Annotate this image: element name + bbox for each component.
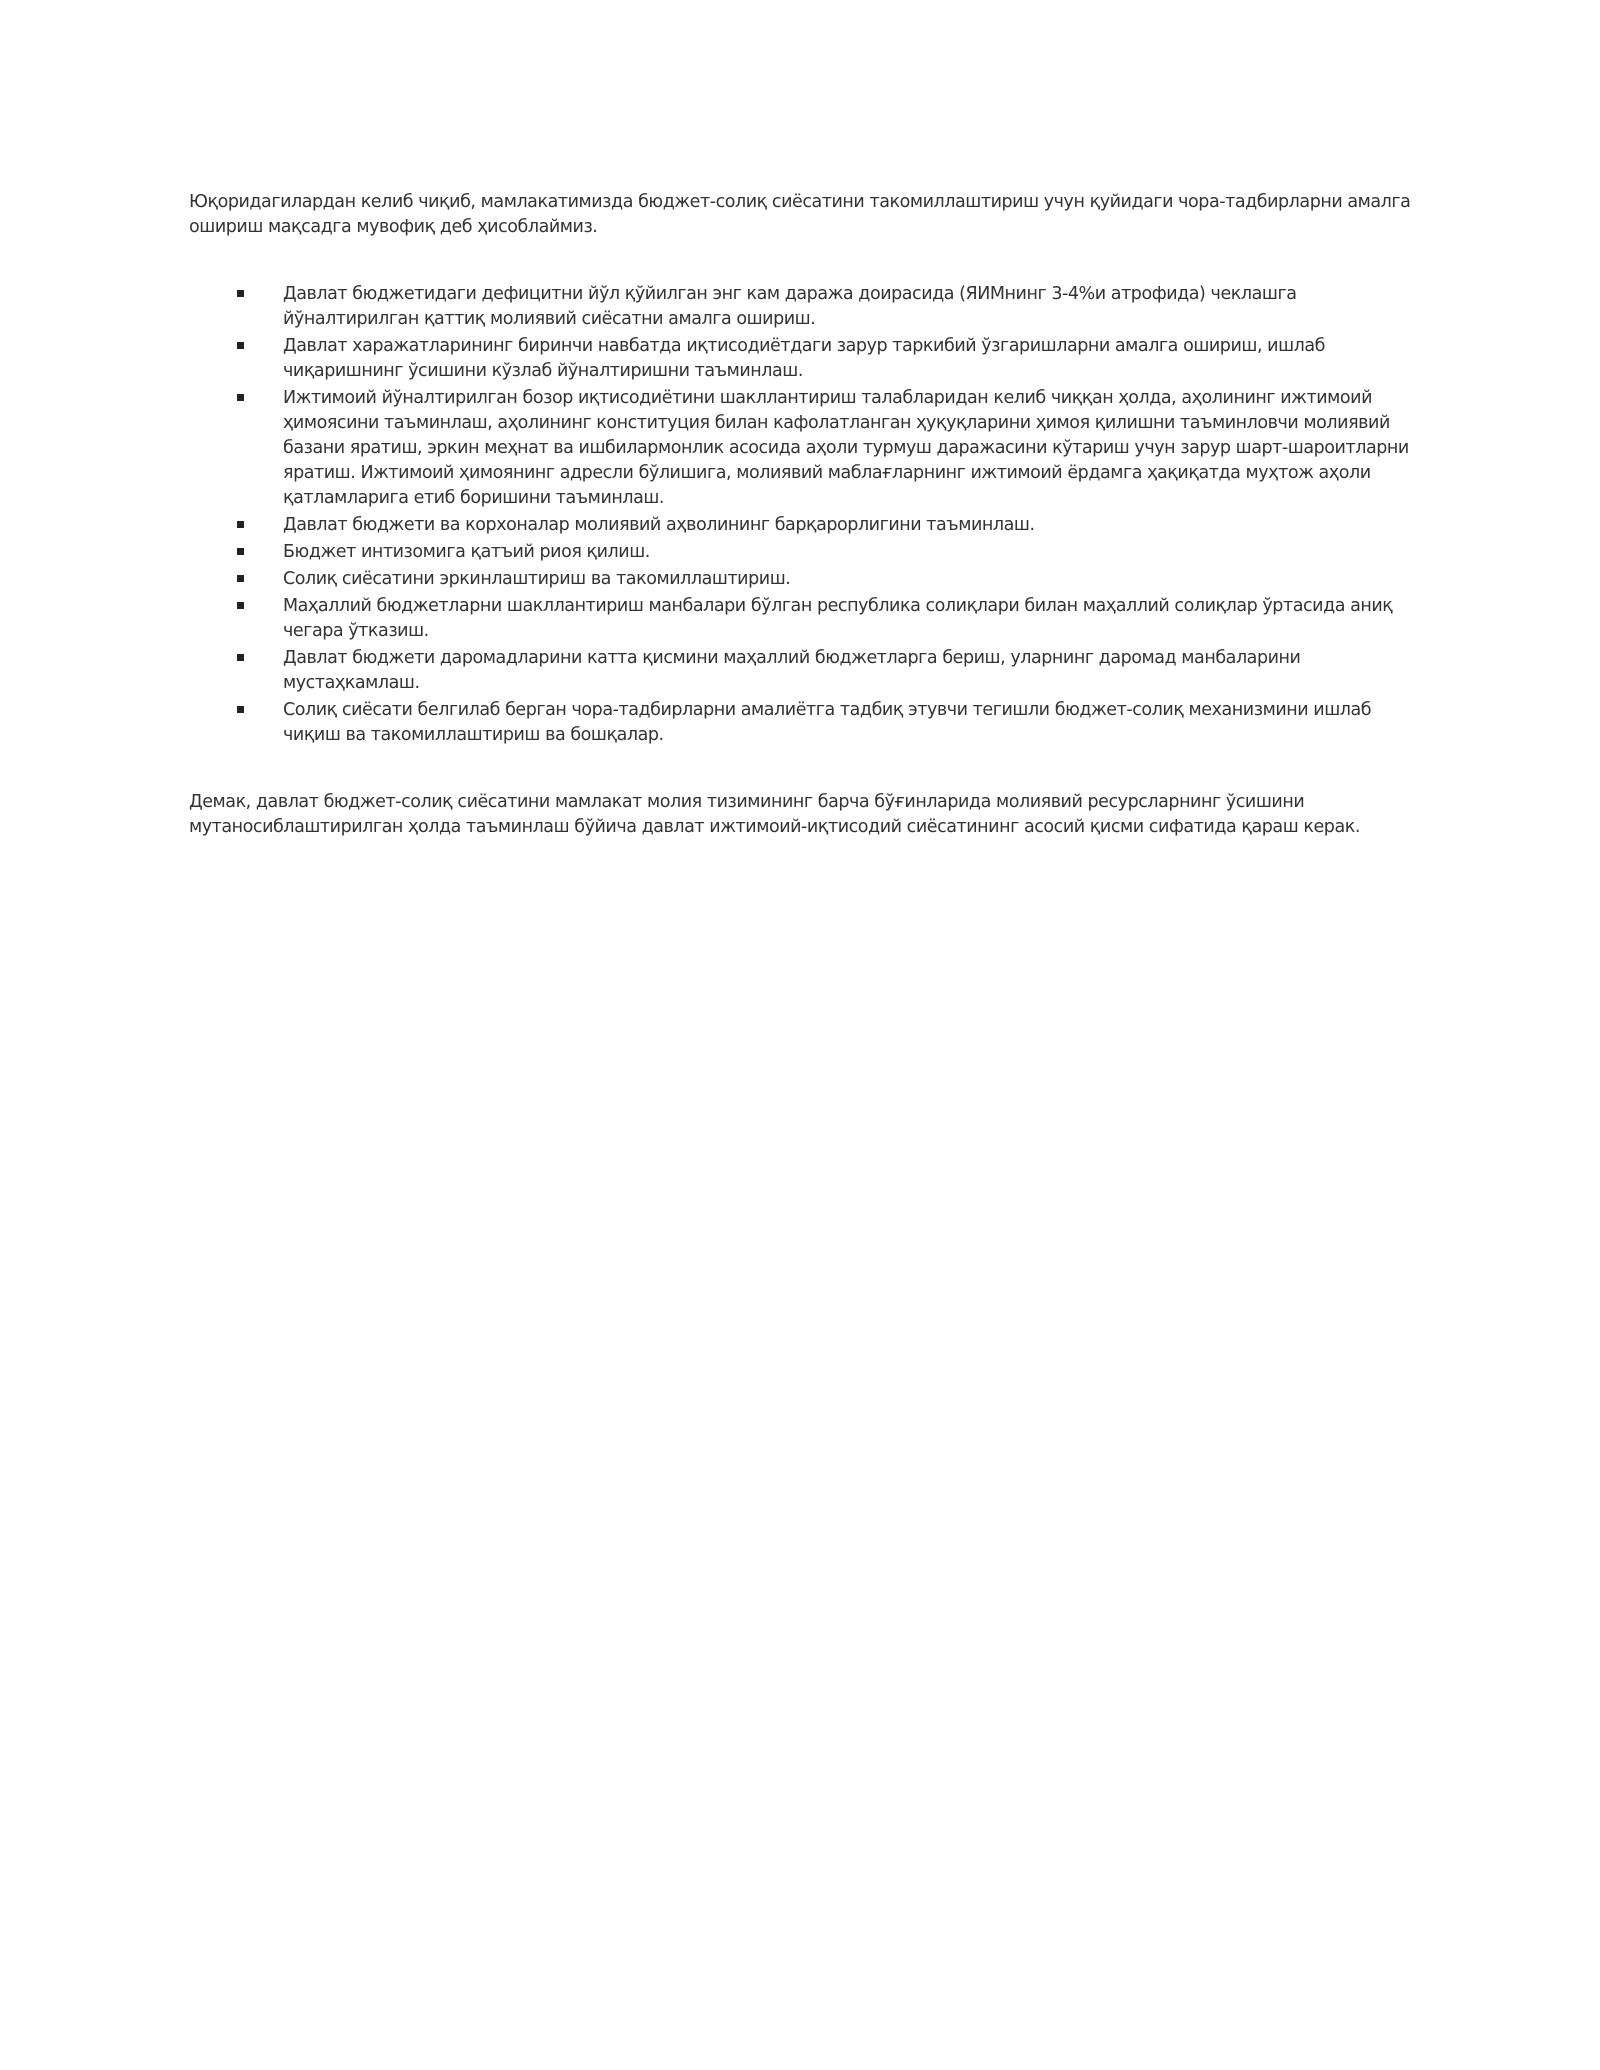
list-item-text: Бюджет интизомига қатъий риоя қилиш. [283, 542, 650, 562]
document-page [189, 190, 1419, 840]
list-item [283, 334, 1419, 384]
list-item-text: Давлат бюджети ва корхоналар молиявий аҳволининг барқарорлигини таъминлаш. [283, 515, 1035, 535]
list-item [283, 386, 1419, 511]
bullet-square-icon [237, 290, 244, 297]
bullet-square-icon [237, 575, 244, 582]
list-item [283, 282, 1419, 332]
list-item [283, 698, 1419, 748]
list-item-text: Давлат бюджети даромадларини катта қисмини маҳаллий бюджетларга бериш, уларнинг даромад манбаларини мустаҳкамлаш. [283, 648, 1301, 693]
list-item-text: Ижтимоий йўналтирилган бозор иқтисодиётини шакллантириш талабларидан келиб чиққан ҳолда, аҳолининг ижтимоий ҳимоясини таъминлаш, аҳолининг конституция билан кафолатланган ҳуқуқларини ҳимоя қилишни таъминловчи молиявий базани яратиш, эркин меҳнат ва ишбилармонлик асосида аҳоли турмуш даражасини кўтариш учун зарур шарт-шароитларни яратиш. Ижтимоий ҳимоянинг адресли бўлишига, молиявий маблағларнинг ижтимоий ёрдамга ҳақиқатда муҳтож аҳоли қатламларига етиб боришини таъминлаш. [283, 388, 1409, 508]
list-item [283, 540, 1419, 565]
list-item-text: Давлат бюджетидаги дефицитни йўл қўйилган энг кам даража доирасида (ЯИМнинг 3-4%и атрофида) чеклашга йўналтирилган қаттиқ молиявий сиёсатни амалга ошириш. [283, 284, 1297, 329]
bullet-square-icon [237, 394, 244, 401]
bullet-square-icon [237, 342, 244, 349]
list-item [283, 646, 1419, 696]
bullet-square-icon [237, 654, 244, 661]
list-item [283, 594, 1419, 644]
bullet-square-icon [237, 602, 244, 609]
list-item-text: Маҳаллий бюджетларни шакллантириш манбалари бўлган республика солиқлари билан маҳаллий солиқлар ўртасида аниқ чегара ўтказиш. [283, 596, 1393, 641]
conclusion-paragraph: Демак, давлат бюджет-солиқ сиёсатини мамлакат молия тизимининг барча бўғинларида молиявий ресурсларнинг ўсишини мутаносиблаштирилган ҳолда таъминлаш бўйича давлат ижтимоий-иқтисодий сиёсатининг асосий қисми сифатида қараш керак. [189, 792, 1360, 837]
bullet-square-icon [237, 706, 244, 713]
intro-paragraph: Юқоридагилардан келиб чиқиб, мамлакатимизда бюджет-солиқ сиёсатини такомиллаштириш учун қуйидаги чора-тадбирларни амалга ошириш мақсадга мувофиқ деб ҳисоблаймиз. [189, 192, 1411, 237]
list-item-text: Давлат харажатларининг биринчи навбатда иқтисодиётдаги зарур таркибий ўзгаришларни амалга ошириш, ишлаб чиқаришнинг ўсишини кўзлаб йўналтиришни таъминлаш. [283, 336, 1326, 381]
list-item [283, 567, 1419, 592]
list-item-text: Солиқ сиёсати белгилаб берган чора-тадбирларни амалиётга тадбиқ этувчи тегишли бюджет-солиқ механизмини ишлаб чиқиш ва такомиллаштириш ва бошқалар. [283, 700, 1372, 745]
measures-list [189, 282, 1419, 748]
bullet-square-icon [237, 548, 244, 555]
list-item [283, 513, 1419, 538]
bullet-square-icon [237, 521, 244, 528]
list-item-text: Солиқ сиёсатини эркинлаштириш ва такомиллаштириш. [283, 569, 791, 589]
